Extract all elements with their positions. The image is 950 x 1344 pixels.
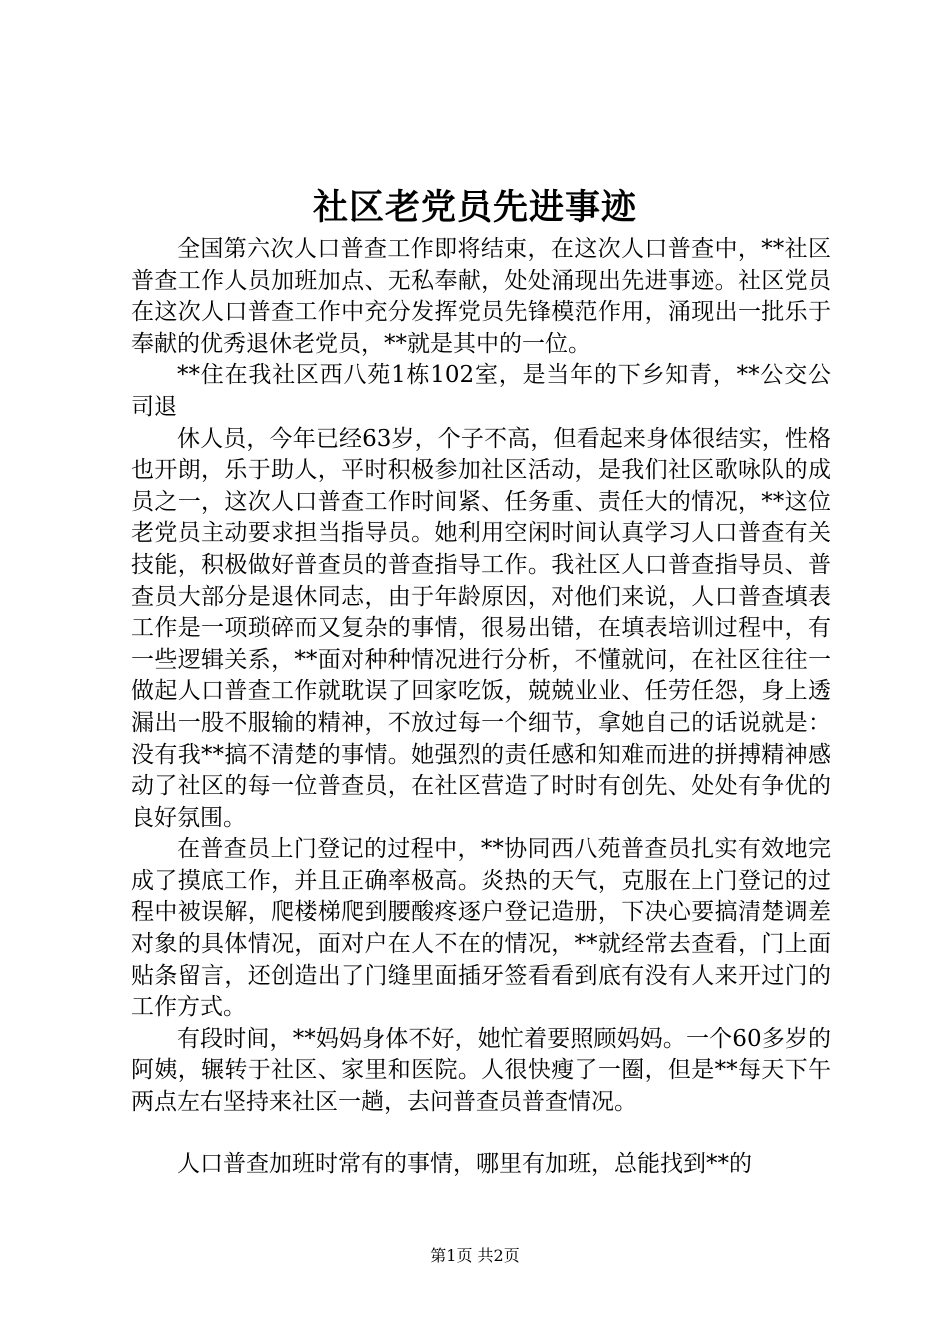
paragraph: 有段时间，**妈妈身体不好，她忙着要照顾妈妈。一个60多岁的阿姨，辗转于社区、家里和医院。人很快瘦了一圈，但是**每天下午两点左右坚持来社区一趟，去问普查员普查情况。 xyxy=(131,1025,831,1116)
paragraph: **住在我社区西八苑1栋102室，是当年的下乡知青，**公交公司退 xyxy=(131,362,831,420)
document-title: 社区老党员先进事迹 xyxy=(312,187,637,228)
page-footer: 第1页 共2页 xyxy=(430,1246,520,1265)
document-body xyxy=(131,234,831,1180)
paragraph: 人口普查加班时常有的事情，哪里有加班，总能找到**的 xyxy=(177,1150,752,1177)
paragraph: 在普查员上门登记的过程中，**协同西八苑普查员扎实有效地完成了摸底工作，并且正确率极高。炎热的天气，克服在上门登记的过程中被误解，爬楼梯爬到腰酸疼逐户登记造册，下决心要搞清楚调差对象的具体情况，面对户在人不在的情况，**就经常去查看，门上面贴条留言，还创造出了门缝里面插牙签看看到底有没有人来开过门的工作方式。 xyxy=(131,836,831,1021)
paragraph: 全国第六次人口普查工作即将结束，在这次人口普查中，**社区普查工作人员加班加点、无私奉献，处处涌现出先进事迹。社区党员在这次人口普查工作中充分发挥党员先锋模范作用，涌现出一批乐于奉献的优秀退休老党员，**就是其中的一位。 xyxy=(131,236,831,357)
paragraph: 休人员，今年已经63岁，个子不高，但看起来身体很结实，性格也开朗，乐于助人，平时积极参加社区活动，是我们社区歌咏队的成员之一，这次人口普查工作时间紧、任务重、责任大的情况，**这位老党员主动要求担当指导员。她利用空闲时间认真学习人口普查有关技能，积极做好普查员的普查指导工作。我社区人口普查指导员、普查员大部分是退休同志，由于年龄原因，对他们来说，人口普查填表工作是一项琐碎而又复杂的事情，很易出错，在填表培训过程中，有一些逻辑关系，**面对种种情况进行分析，不懂就问，在社区往往一做起人口普查工作就耽误了回家吃饭，兢兢业业、任劳任怨，身上透漏出一股不服输的精神，不放过每一个细节，拿她自己的话说就是：没有我**搞不清楚的事情。她强烈的责任感和知难而进的拼搏精神感动了社区的每一位普查员，在社区营造了时时有创先、处处有争优的良好氛围。 xyxy=(131,425,831,831)
